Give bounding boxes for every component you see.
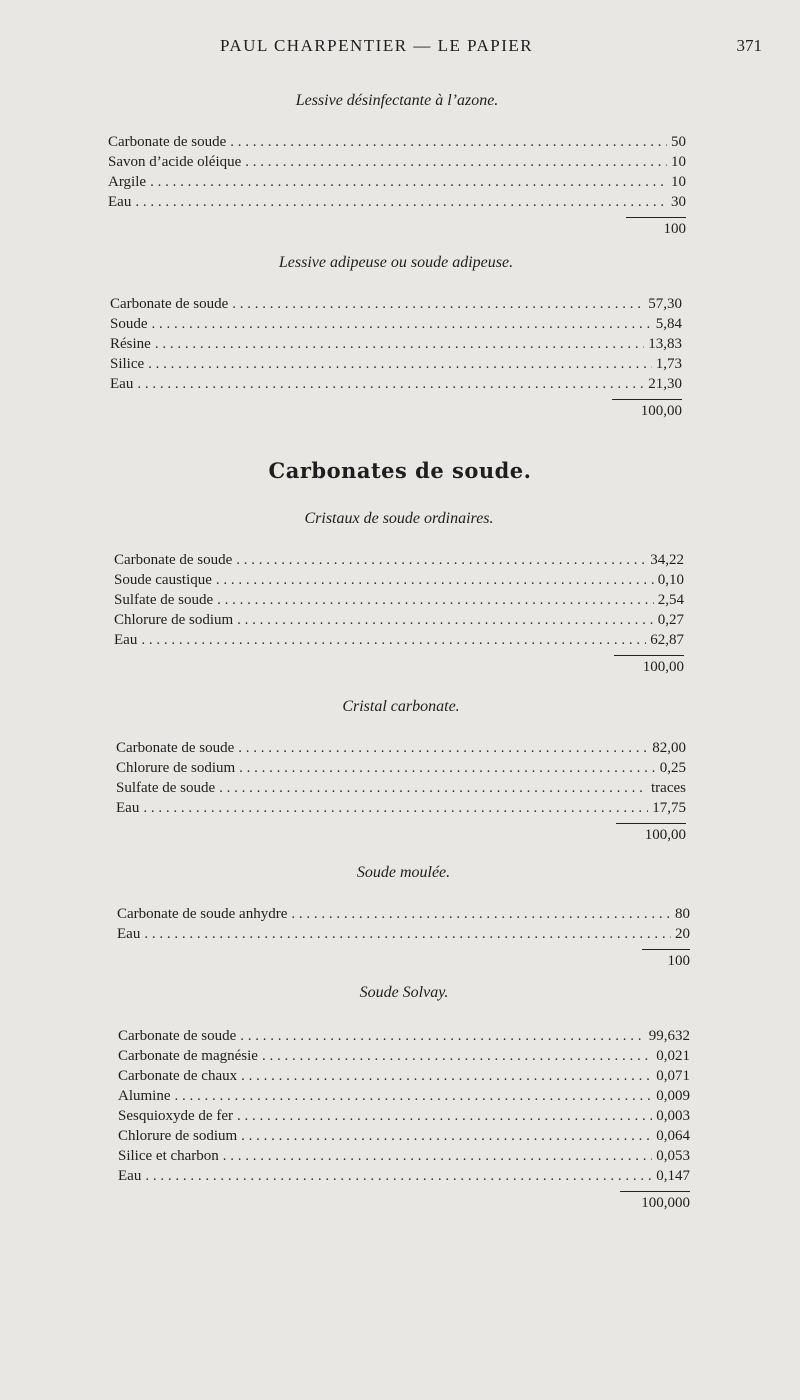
leader-dots [219,780,647,797]
item-label: Chlorure de sodium [114,612,234,628]
item-label: Sulfate de soude [116,780,216,796]
item-value: 99,632 [648,1028,690,1044]
leader-dots [152,316,652,333]
item-value: 10 [671,174,686,190]
item-value: 0,003 [656,1108,690,1124]
total-value: 100,00 [640,403,682,419]
leader-dots [144,926,671,943]
list-item [108,154,686,174]
leader-dots [232,296,644,313]
section-lessive-adipeuse [110,254,682,422]
item-label: Carbonate de chaux [118,1068,238,1084]
leader-dots [150,174,667,191]
list-item [110,336,682,356]
leader-dots [291,906,671,923]
item-label: Eau [108,194,132,210]
item-value: 34,22 [650,552,684,568]
running-header [0,36,800,60]
section-title: Cristal carbonate. [342,698,460,715]
list-item [108,194,686,214]
item-label: Eau [118,1168,142,1184]
item-value: 62,87 [650,632,684,648]
list-item [114,592,684,612]
running-title: PAUL CHARPENTIER — LE PAPIER [220,36,534,55]
item-value: 0,064 [656,1128,690,1144]
item-label: Carbonate de soude [116,740,235,756]
list-item [118,1068,690,1088]
page-number: 371 [736,36,762,55]
leader-dots [175,1088,653,1105]
item-value: 0,10 [657,572,684,588]
item-value: 21,30 [648,376,682,392]
list-item [118,1108,690,1128]
item-label: Chlorure de sodium [116,760,236,776]
leader-dots [240,1028,644,1045]
item-label: Carbonate de soude anhydre [117,906,288,922]
leader-dots [141,632,646,649]
item-label: Eau [117,926,141,942]
list-item [116,740,686,760]
composition-list [117,906,690,946]
item-label: Silice et charbon [118,1148,219,1164]
list-item [114,572,684,592]
list-item [114,552,684,572]
list-item [116,800,686,820]
section-title: Soude Solvay. [359,984,449,1001]
leader-dots [237,612,654,629]
section-cristal-carbonate [116,698,686,846]
list-item [110,356,682,376]
leader-dots [145,1168,652,1185]
list-item [108,174,686,194]
list-item [118,1028,690,1048]
item-label: Eau [116,800,140,816]
composition-list [114,552,684,652]
section-title: Lessive désinfectante à l’azone. [295,92,499,109]
leader-dots [155,336,644,353]
leader-dots [217,592,654,609]
list-item [114,632,684,652]
list-item [114,612,684,632]
list-item [108,134,686,154]
item-label: Eau [110,376,134,392]
item-label: Savon d’acide oléique [108,154,242,170]
list-item [110,376,682,396]
item-label: Eau [114,632,138,648]
total-value: 100,000 [641,1195,690,1211]
item-label: Argile [108,174,147,190]
list-item [116,780,686,800]
item-value: 10 [671,154,686,170]
item-value: 0,147 [656,1168,690,1184]
item-value: 2,54 [657,592,684,608]
leader-dots [236,552,646,569]
item-label: Carbonate de magnésie [118,1048,258,1064]
leader-dots [137,376,644,393]
composition-list [116,740,686,820]
item-value: 17,75 [652,800,686,816]
section-title: Soude moulée. [356,864,451,881]
list-item [118,1048,690,1068]
leader-dots [241,1068,652,1085]
leader-dots [238,740,648,757]
item-label: Soude caustique [114,572,212,588]
leader-dots [143,800,648,817]
leader-dots [241,1128,652,1145]
item-label: Sulfate de soude [114,592,214,608]
item-label: Soude [110,316,148,332]
section-soude-solvay [118,984,690,1214]
composition-list [118,1028,690,1188]
section-lessive-desinfectante [108,92,686,240]
list-item [116,760,686,780]
item-label: Résine [110,336,151,352]
item-value: 30 [671,194,686,210]
section-title: Lessive adipeuse ou soude adipeuse. [278,254,514,271]
list-item [118,1148,690,1168]
chapter-heading: Carbonates de soude. [268,458,532,483]
list-item [118,1088,690,1108]
item-value: 82,00 [652,740,686,756]
item-value: 13,83 [648,336,682,352]
list-item [117,926,690,946]
section-title: Cristaux de soude ordinaires. [304,510,494,527]
item-value: traces [651,780,686,796]
item-value: 5,84 [655,316,682,332]
item-value: 0,053 [656,1148,690,1164]
leader-dots [148,356,652,373]
leader-dots [245,154,667,171]
leader-dots [230,134,667,151]
total-value: 100 [667,953,690,969]
item-label: Alumine [118,1088,171,1104]
item-value: 0,27 [657,612,684,628]
composition-list [108,134,686,214]
leader-dots [223,1148,652,1165]
item-label: Carbonate de soude [118,1028,237,1044]
section-soude-moulee [117,864,690,972]
item-label: Sesquioxyde de fer [118,1108,233,1124]
list-item [118,1168,690,1188]
item-value: 50 [671,134,686,150]
item-value: 0,009 [656,1088,690,1104]
item-label: Carbonate de soude [108,134,227,150]
total-value: 100,00 [644,827,686,843]
item-value: 0,25 [659,760,686,776]
item-label: Chlorure de sodium [118,1128,238,1144]
leader-dots [135,194,667,211]
item-value: 0,071 [656,1068,690,1084]
item-label: Carbonate de soude [110,296,229,312]
item-label: Silice [110,356,145,372]
leader-dots [239,760,656,777]
total-value: 100 [663,221,686,237]
composition-list [110,296,682,396]
item-value: 20 [675,926,690,942]
leader-dots [216,572,654,589]
list-item [110,316,682,336]
item-value: 1,73 [655,356,682,372]
list-item [118,1128,690,1148]
item-label: Carbonate de soude [114,552,233,568]
leader-dots [262,1048,652,1065]
total-value: 100,00 [642,659,684,675]
item-value: 57,30 [648,296,682,312]
item-value: 0,021 [656,1048,690,1064]
item-value: 80 [675,906,690,922]
list-item [117,906,690,926]
section-cristaux-de-soude [114,510,684,678]
list-item [110,296,682,316]
leader-dots [237,1108,652,1125]
